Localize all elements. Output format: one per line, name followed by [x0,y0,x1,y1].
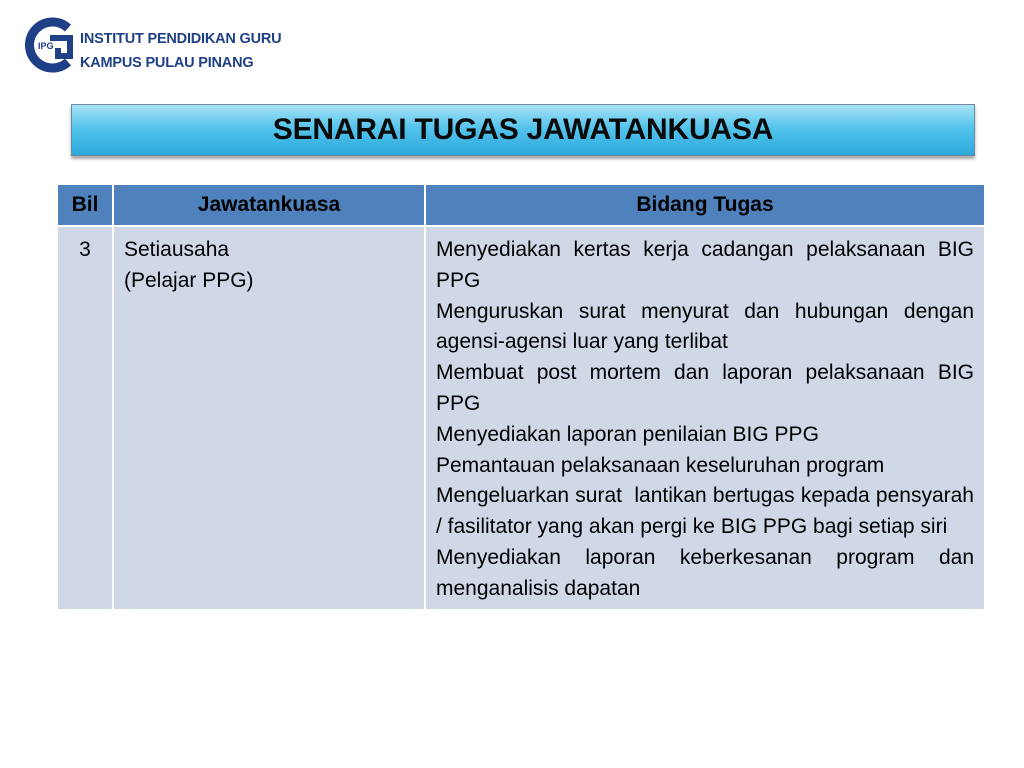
task-item: Menguruskan surat menyurat dan hubungan dengan agensi-agensi luar yang terlibat [436,299,980,354]
column-header-bidang-tugas: Bidang Tugas [425,184,985,226]
table-header-row [57,184,985,226]
cell-jawatankuasa [113,226,425,610]
org-name-line1: INSTITUT PENDIDIKAN GURU [80,31,282,47]
task-item: Menyediakan laporan penilaian BIG PPG [436,422,819,446]
ipg-logo-icon [24,16,74,74]
logo-mark-text: IPG [38,41,54,51]
task-item: Menyediakan kertas kerja cadangan pelaksanaan BIG PPG [436,238,980,292]
institute-logo [24,16,324,76]
task-item: Mengeluarkan surat lantikan bertugas kepada pensyarah / fasilitator yang akan pergi ke BIG PPG bagi setiap siri [436,484,980,539]
slide-title: SENARAI TUGAS JAWATANKUASA [272,113,774,146]
column-header-jawatankuasa: Jawatankuasa [113,184,425,226]
table-row [57,226,985,610]
cell-bidang-tugas [425,226,985,610]
title-banner [71,104,975,156]
task-item: Membuat post mortem dan laporan pelaksanaan BIG PPG [436,361,980,415]
task-table [56,183,986,611]
task-item: Menyediakan laporan keberkesanan program dan menganalisis dapatan [436,545,980,600]
committee-note: (Pelajar PPG) [124,268,254,292]
column-header-bil: Bil [57,184,113,226]
task-item: Pemantauan pelaksanaan keseluruhan program [436,453,885,477]
org-name-line2: KAMPUS PULAU PINANG [80,55,254,71]
committee-name: Setiausaha [124,238,230,261]
cell-bil: 3 [57,226,113,610]
